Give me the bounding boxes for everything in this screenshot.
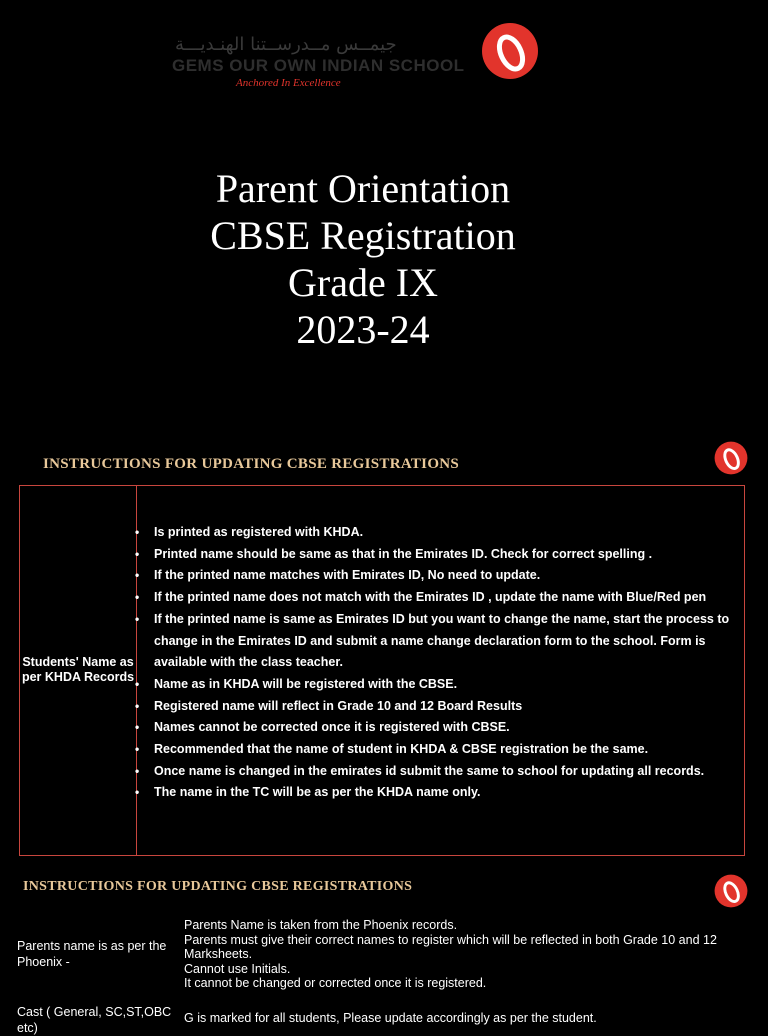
list-item: • The name in the TC will be as per the KHDA name only. [144,782,740,804]
table-row-label: Students' Name as per KHDA Records [21,655,135,684]
school-logo-icon [714,441,748,475]
section-heading: INSTRUCTIONS FOR UPDATING CBSE REGISTRATIONS [23,879,413,894]
cast-label: Cast ( General, SC,ST,OBC etc) [17,1005,172,1035]
school-tagline: Anchored In Excellence [236,77,341,89]
page-title [0,165,726,353]
list-item: • Printed name should be same as that in the Emirates ID. Check for correct spelling . [144,544,740,566]
school-name-english: GEMS OUR OWN INDIAN SCHOOL [172,56,465,75]
list-item: • Name as in KHDA will be registered with the CBSE. [144,674,740,696]
list-item: • Names cannot be corrected once it is registered with CBSE. [144,717,740,739]
list-item: • Registered name will reflect in Grade 10 and 12 Board Results [144,696,740,718]
list-item: • Is printed as registered with KHDA. [144,522,740,544]
title-line-4: 2023-24 [296,307,430,352]
school-name-arabic: جيمــس مــدرســتنا الهنـديـــة [175,34,397,55]
instruction-line: It cannot be changed or corrected once it is registered. [184,976,487,990]
title-line-3: Grade IX [288,260,438,305]
list-item: • If the printed name is same as Emirates ID but you want to change the name, start the process to change in the Emirates ID and submit a name change declaration form to the school. Form is available with the class teacher. [144,609,740,674]
list-item: • Once name is changed in the emirates id submit the same to school for updating all records. [144,761,740,783]
instruction-line: Cannot use Initials. [184,961,291,976]
title-line-2: CBSE Registration [210,213,516,258]
list-item: • If the printed name does not match with the Emirates ID , update the name with Blue/Red pen [144,587,740,609]
list-item: • If the printed name matches with Emirates ID, No need to update. [144,565,740,587]
parents-name-instructions [184,918,744,991]
list-item: • Recommended that the name of student in KHDA & CBSE registration be the same. [144,739,740,761]
instruction-line: Parents Name is taken from the Phoenix records. [184,918,458,932]
school-logo-icon [714,874,748,908]
cast-instructions: G is marked for all students, Please update accordingly as per the student. [184,1011,597,1025]
instruction-list [144,522,740,804]
school-logo-icon [481,22,539,80]
section-heading: INSTRUCTIONS FOR UPDATING CBSE REGISTRATIONS [43,456,460,472]
parents-name-label: Parents name is as per the Phoenix - [17,939,167,969]
instruction-line: Parents must give their correct names to register which will be reflected in both Grade 10 and 12 Marksheets. [184,932,717,961]
instructions-table [19,485,745,856]
title-line-1: Parent Orientation [215,166,511,211]
